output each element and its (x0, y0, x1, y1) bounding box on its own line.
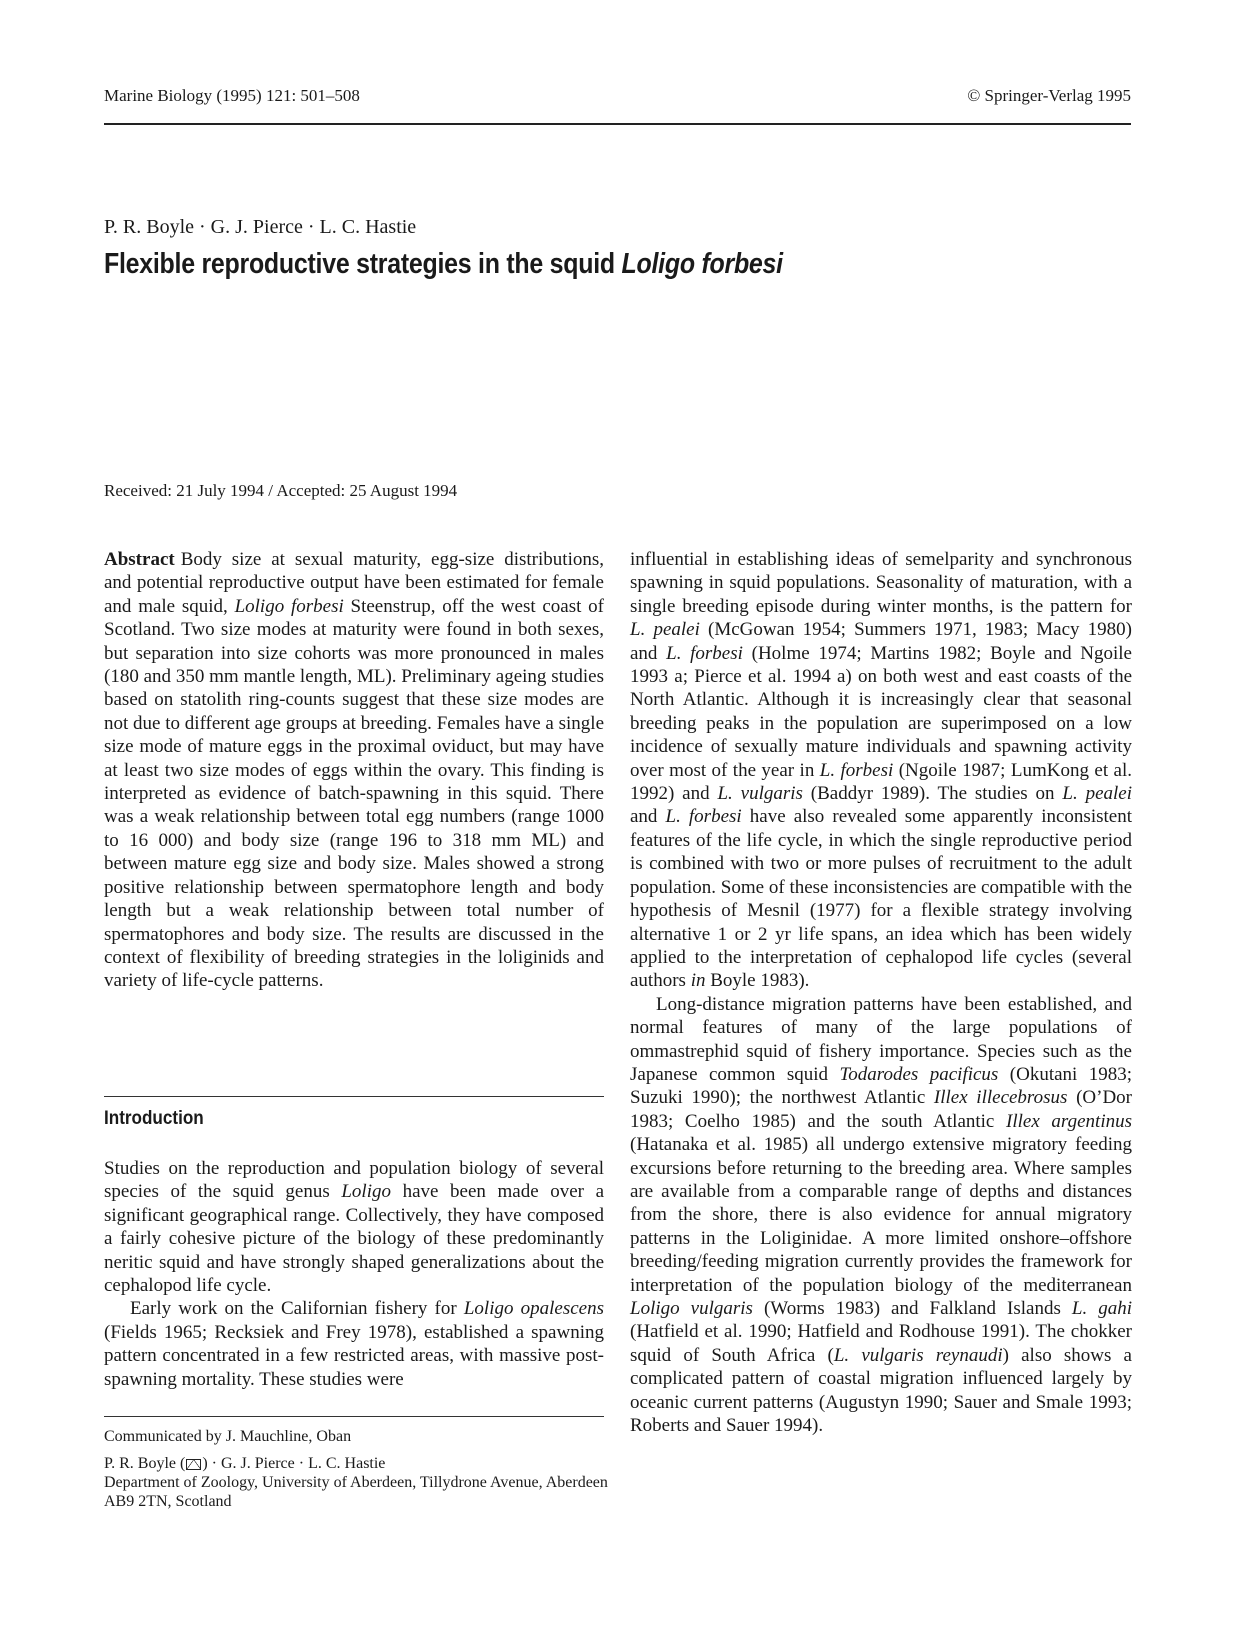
intro-p1-text-a: Studies on the reproduction and population biology of several species of the squid genus (104, 1158, 604, 1203)
department-address: Department of Zoology, University of Aberdeen, Tillydrone Avenue, Aberdeen AB9 2TN, Scotland (104, 1474, 608, 1510)
communicated-by: Communicated by J. Mauchline, Oban (104, 1428, 352, 1445)
introduction-heading: Introduction (104, 1108, 204, 1129)
italic-run-p2-1: Todarodes pacificus (839, 1063, 999, 1085)
text-run-p2-4: (O’Dor 1983; Coelho 1985) and the south Atlantic (630, 1087, 1132, 1132)
italic-run-p1-7: L. vulgaris (717, 783, 803, 805)
text-run-p1-6: (Ngoile 1987; LumKong et al. 1992) and (630, 759, 1132, 805)
italic-run-p2-3: Illex illecebrosus (933, 1087, 1068, 1109)
italic-run-p1-13: in (690, 970, 706, 992)
text-run-p2-0: Long-distance migration patterns have been established, and normal features of many of the large populations of ommastrephid squid of fishery importance. Species such as the Japanese common squid (630, 993, 1132, 1085)
right-column (630, 548, 1132, 1437)
italic-run-p1-3: L. forbesi (666, 642, 743, 664)
italic-run-p1-1: L. pealei (630, 619, 700, 641)
corresponding-author-b: ) · G. J. Pierce · L. C. Hastie (202, 1455, 386, 1472)
corresponding-author-a: P. R. Boyle ( (104, 1455, 186, 1472)
intro-paragraph-1 (104, 1157, 604, 1297)
abstract-text-1: Body size at sexual maturity, egg-size distributions, and potential reproductive output have been estimated for female and male squid, (104, 549, 604, 617)
italic-run-p2-11: L. vulgaris reynaudi (833, 1344, 1003, 1366)
italic-run-p2-9: L. gahi (1071, 1298, 1132, 1319)
intro-p1-genus: Loligo (341, 1181, 391, 1203)
text-run-p2-2: (Okutani 1983; Suzuki 1990); the northwest Atlantic (630, 1063, 1133, 1109)
italic-run-p2-7: Loligo vulgaris (630, 1298, 753, 1319)
abstract-block (104, 548, 604, 993)
section-rule (104, 1096, 604, 1097)
intro-p2-text-b: (Fields 1965; Recksiek and Frey 1978), established a spawning pattern concentrated in a few restricted areas, with massive post-spawning mortality. These studies were (104, 1321, 604, 1390)
right-paragraph-2 (630, 993, 1132, 1438)
header-rule (104, 123, 1131, 125)
text-run-p2-6: (Hatanaka et al. 1985) all undergo extensive migratory feeding excursions before returning to the breeding area. Where samples are available from a comparable range of depths and distances from the shore, there is also evidence for annual migratory patterns in the Loliginidae. A more limited onshore–offshore breeding/feeding migration currently provides the framework for interpretation of the population biology of the mediterranean (630, 1134, 1132, 1296)
article-title (104, 248, 783, 281)
author-list: P. R. Boyle · G. J. Pierce · L. C. Hastie (104, 216, 417, 238)
text-run-p1-12: have also revealed some apparently inconsistent features of the life cycle, in which the single reproductive period is combined with two or more pulses of recruitment to the adult population. Some of these inconsistencies are compatible with the hypothesis of Mesnil (1977) for a flexible strategy involving alternative 1 or 2 yr life spans, an idea which has been widely applied to the interpretation of cephalopod life cycles (several authors (630, 806, 1132, 992)
received-dates: Received: 21 July 1994 / Accepted: 25 August 1994 (104, 481, 458, 500)
text-run-p1-10: and (630, 806, 666, 828)
journal-citation: Marine Biology (1995) 121: 501–508 (104, 86, 360, 105)
text-run-p1-8: (Baddyr 1989). The studies on (802, 783, 1063, 805)
abstract-species: Loligo forbesi (234, 595, 344, 617)
copyright-notice: © Springer-Verlag 1995 (967, 86, 1131, 105)
intro-paragraph-2 (104, 1297, 604, 1391)
text-run-p1-0: influential in establishing ideas of semelparity and synchronous spawning in squid populations. Seasonality of maturation, with a single breeding episode during winter months, is the pattern for (630, 549, 1132, 617)
right-paragraph-1 (630, 548, 1132, 993)
introduction-body (104, 1157, 604, 1391)
abstract-label: Abstract (104, 549, 175, 570)
author-affiliation (104, 1454, 614, 1511)
intro-p1-text-b: have been made over a significant geographical range. Collectively, they have composed a fairly cohesive picture of the biology of these predominantly neritic squid and have strongly shaped generalizations about the cephalopod life cycle. (104, 1181, 605, 1297)
corresponding-authors (104, 1454, 614, 1473)
intro-p2-text-a: Early work on the Californian fishery for (130, 1298, 464, 1320)
italic-run-p1-11: L. forbesi (665, 806, 742, 828)
italic-run-p2-5: Illex argentinus (1006, 1110, 1132, 1132)
title-main: Flexible reproductive strategies in the squid (104, 248, 622, 280)
footnote-rule (104, 1416, 604, 1417)
abstract-paragraph (104, 548, 604, 993)
text-run-p2-12: ) also shows a complicated pattern of coastal migration influenced largely by oceanic current patterns (Augustyn 1990; Sauer and Smale 1993; Roberts and Sauer 1994). (630, 1344, 1132, 1437)
title-species: Loligo forbesi (621, 248, 783, 280)
text-run-p1-2: (McGowan 1954; Summers 1971, 1983; Macy 1980) and (630, 619, 1132, 664)
italic-run-p1-5: L. forbesi (819, 759, 894, 781)
abstract-text-2: Steenstrup, off the west coast of Scotland. Two size modes at maturity were found in both sexes, but separation into size cohorts was more pronounced in males (180 and 350 mm mantle length, ML). Preliminary ageing studies based on statolith ring-counts suggest that these size modes are not due to different age groups at breeding. Females have a single size mode of mature eggs in the proximal oviduct, but may have at least two size modes of eggs within the ovary. This finding is interpreted as evidence of batch-spawning in this squid. There was a weak relationship between total egg numbers (range 1000 to 16 000) and body size (range 196 to 318 mm ML) and between mature egg size and body size. Males showed a strong positive relationship between spermatophore length and body length but a weak relationship between total number of spermatophores and body size. The results are discussed in the context of flexibility of breeding strategies in the loliginids and variety of life-cycle patterns. (104, 595, 605, 992)
italic-run-p1-9: L. pealei (1062, 783, 1132, 805)
text-run-p2-10: (Hatfield et al. 1990; Hatfield and Rodhouse 1991). The chokker squid of South Africa ( (630, 1321, 1132, 1366)
intro-p2-species: Loligo opalescens (463, 1298, 604, 1320)
text-run-p1-4: (Holme 1974; Martins 1982; Boyle and Ngoile 1993 a; Pierce et al. 1994 a) on both west and east coasts of the North Atlantic. Although it is increasingly clear that seasonal breeding peaks in the population are superimposed on a low incidence of sexually mature individuals and spawning activity over most of the year in (630, 642, 1132, 781)
envelope-icon (186, 1459, 201, 1470)
text-run-p1-14: Boyle 1983). (705, 970, 810, 992)
text-run-p2-8: (Worms 1983) and Falkland Islands (752, 1298, 1072, 1319)
